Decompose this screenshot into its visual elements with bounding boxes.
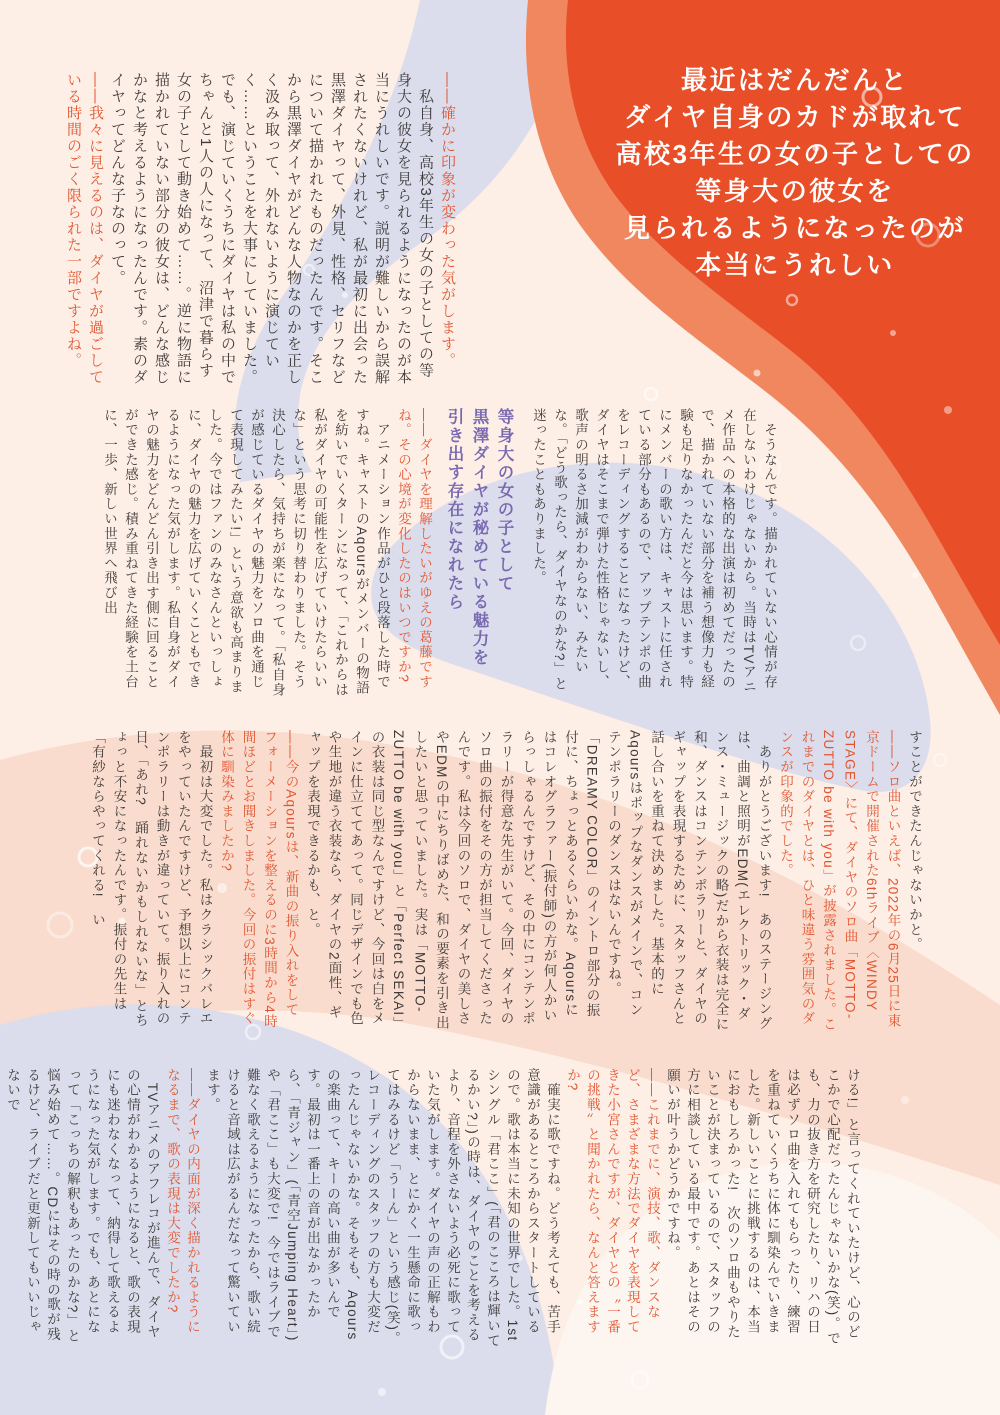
pull-quote-heading: 等身大の女の子として 黒澤ダイヤが秘めている魅力を 引き出す存在になれたら — [445, 408, 513, 667]
answer-paragraph: アニメーション作品がひと段落した時ですね。キャストのAqoursがメンバーの物語を紡いでいくターンになって、「これからは私がダイヤの可能性を広げていけたらいいな」という思考に切り替わりました。そう決心したら、気持ちが楽になって。「私自身が感じているダイヤの魅力をソロ曲を通じて表現してみたい!」という意欲も高まりました。今ではファンのみなさんといっしょに、ダイヤの魅力を広げていくこともできるようになった気がします。私自身がダイヤの魅力をどんどん引き出す側に回ることができた感じ。積み重ねてきた経験を土台に、一歩、新しい世界へ飛び出 — [102, 408, 390, 698]
interviewer-question: ——確かに印象が変わった気がします。 — [439, 72, 456, 369]
interviewer-question: ——我々に見えるのは、ダイヤが過ごしている時間のごく限られた一部ですよね。 — [65, 72, 104, 386]
interviewer-question: ——ダイヤの内面が深く描かれるようになるまで、歌の表現は大変でしたか? — [165, 1068, 200, 1335]
headline-line: 最近はだんだんと — [680, 65, 909, 95]
answer-paragraph: すことができたんじゃないかと。 — [907, 730, 922, 952]
answer-paragraph: 私自身、高校3年生の女の子としての等身大の彼女を見られるようになったのが本当にうれしいです。説明が難しいから誤解されたくないけれど、私が最初に出会った黒澤ダイヤって、外見、性格、セリフなどについて描かれたものだったんです。そこから黒澤ダイヤがどんな人物なのかを正しく汲み取って、外れないように演じていく……ということを大事にしていました。でも、演じていくうちにダイヤは私の中でちゃんと1人の人になって、沼津で暮らす女の子として動き始めて……。逆に物語に描かれていない部分の彼女は、どんな感じかなと考えるようになったんです。素のダイヤってどんな子なのって。 — [109, 72, 434, 386]
interviewer-question: ——ダイヤを理解したいがゆえの葛藤ですね。その心境が変化したのはいつですか? — [396, 408, 432, 690]
interview-band-1 — [62, 72, 458, 393]
interviewer-question: ——ソロ曲といえば、2022年の6月25日に東京ドームで開催された6thライブ〈WINDY STAGE〉にて、ダイヤのソロ曲「MOTTO-ZUTTO be with you」が披露されました。これまでのダイヤとは、ひと味違う雰囲気のダンスが印象的でした。 — [778, 730, 901, 1032]
interview-band-3 — [87, 730, 926, 1032]
headline-line: ダイヤ自身のカドが取れて — [624, 102, 966, 132]
headline-line: 見られるようになったのが — [623, 213, 966, 243]
interview-band-4 — [2, 1068, 862, 1349]
headline-line: 等身大の彼女を — [695, 176, 895, 206]
interview-band-2 — [99, 408, 780, 701]
answer-paragraph: ありがとうございます! あのステージングは、曲調と照明がEDM(エレクトリック・ダンス・ミュージックの略)だから衣装は完全に和、ダンスはコンテンポラリーと、ダイヤのギャップを表現するために、スタッフさんと話し合いを重ねて決めました。基本的にAqoursはポップなダンスがメインで、コンテンポラリーのダンスはないんですね。「DREAMY COLOR」のイントロ部分の振付に、ちょっとあるくらいかな。Aqoursにはコレオグラファー(振付師)の方が何人かいらっしゃるんですけど、その中にコンテンポラリーが得意な先生がいて。今回、ダイヤのソロ曲の振付をその方が担当してくださったんです。私は今回のソロで、ダイヤの美しさやEDMの中にちりばめた、和の要素を引き出したいと思っていました。実は「MOTTO-ZUTTO be with you」と「Perfect SEKAI」の衣装は同じ型なんですけど、今回は白をメインに仕立ててあって。同じデザインでも色や生地が違う衣装なら、ダイヤの2面性、ギャップを表現できるかも、と。 — [305, 730, 772, 1032]
interviewer-question: ——これまでに、演技、歌、ダンスなど、さまざまな方法でダイヤを表現してきた小宮さんですが、ダイヤとの〝一番の挑戦〟と聞かれたら、なんと答えますか? — [565, 1068, 660, 1335]
interviewer-question: ——今のAqoursは、新曲の振り入れをしてフォーメーションを整えるのに3時間から4時間ほどとお聞きしました。今回の振付はすぐ体に馴染みましたか? — [219, 730, 299, 1029]
headline-line: 本当にうれしい — [695, 250, 895, 280]
answer-paragraph: TVアニメのアフレコが進んで、ダイヤの心情がわかるようになると、歌の表現にも迷わなくなって、納得して歌えるようになった気がします。でも、あとになって「こっちの解釈もあったのかな?」と悩み始めて……。CDにはその時の歌が残るけど、ライブだと更新してもいいじゃないで — [5, 1068, 160, 1344]
headline — [598, 62, 992, 284]
answer-paragraph: ける!」と言ってくれていたけど、心のどこかで心配だったんじゃないかな(笑)。でも、力の抜き方を研究したり、リハの日は必ずソロ曲を入れてもらったり、練習を重ねていくうちに体に馴染んでいきました。新しいことに挑戦するのは、本当におもしろかった! 次のソロ曲もやりたいことが決まっているので、スタッフの方に相談している最中です。あとはその願いが叶うかどうかですね。 — [665, 1068, 860, 1346]
answer-paragraph: そうなんです。描かれていない心情が存在しないわけじゃないから。当時はTVアニメ作品への本格的な出演は初めてだったので、描かれていない部分を補う想像力も経験も足りなかったんだと今は思います。特にメンバーの歌い方は、キャストに任されている部分もあるので、アップテンポの曲をレコーディングすることになったけど、ダイヤはそこまで弾けた性格じゃないし、歌声の明るさ加減がわからない、みたいな。「どう歌ったら、ダイヤなのかな?」と迷ったこともありました。 — [531, 408, 777, 695]
headline-line: 高校3年生の女の子としての — [615, 139, 975, 169]
answer-paragraph: 最初は大変でした。私はクラシックバレエをやっていたんですけど、予想以上にコンテンポラリーは動きが違っていて。振り入れの日、「あれ? 踊れないかもしれないな」とちょっと不安になったんです。振付の先生は「有紗ならやってくれる! い — [90, 730, 213, 1029]
answer-paragraph: 確実に歌ですね。どう考えても、苦手意識があるところからスタートしているので。歌は本当に未知の世界でした。1stシングル「君ここ」(「君のこころは輝いてるかい?」)の時は、ダイヤのことを考えるより、音程を外さないよう必死に歌っていた気がします。ダイヤの声の正解もわからないまま、とにかく一生懸命に歌ってはみるけど「うーん」という感じ(笑)。レコーディングのスタッフの方も大変だったんじゃないかな。そもそも、Aqoursの楽曲って、キーの高い曲が多いんです。最初は一番上の音が出なかったから、「青ジャン」(「青空Jumping Heart」)や「君ここ」も大変で! 今ではライブで難なく歌えるようになったから、歌い続けると音域は広がるんだなって驚いています。 — [205, 1068, 560, 1349]
